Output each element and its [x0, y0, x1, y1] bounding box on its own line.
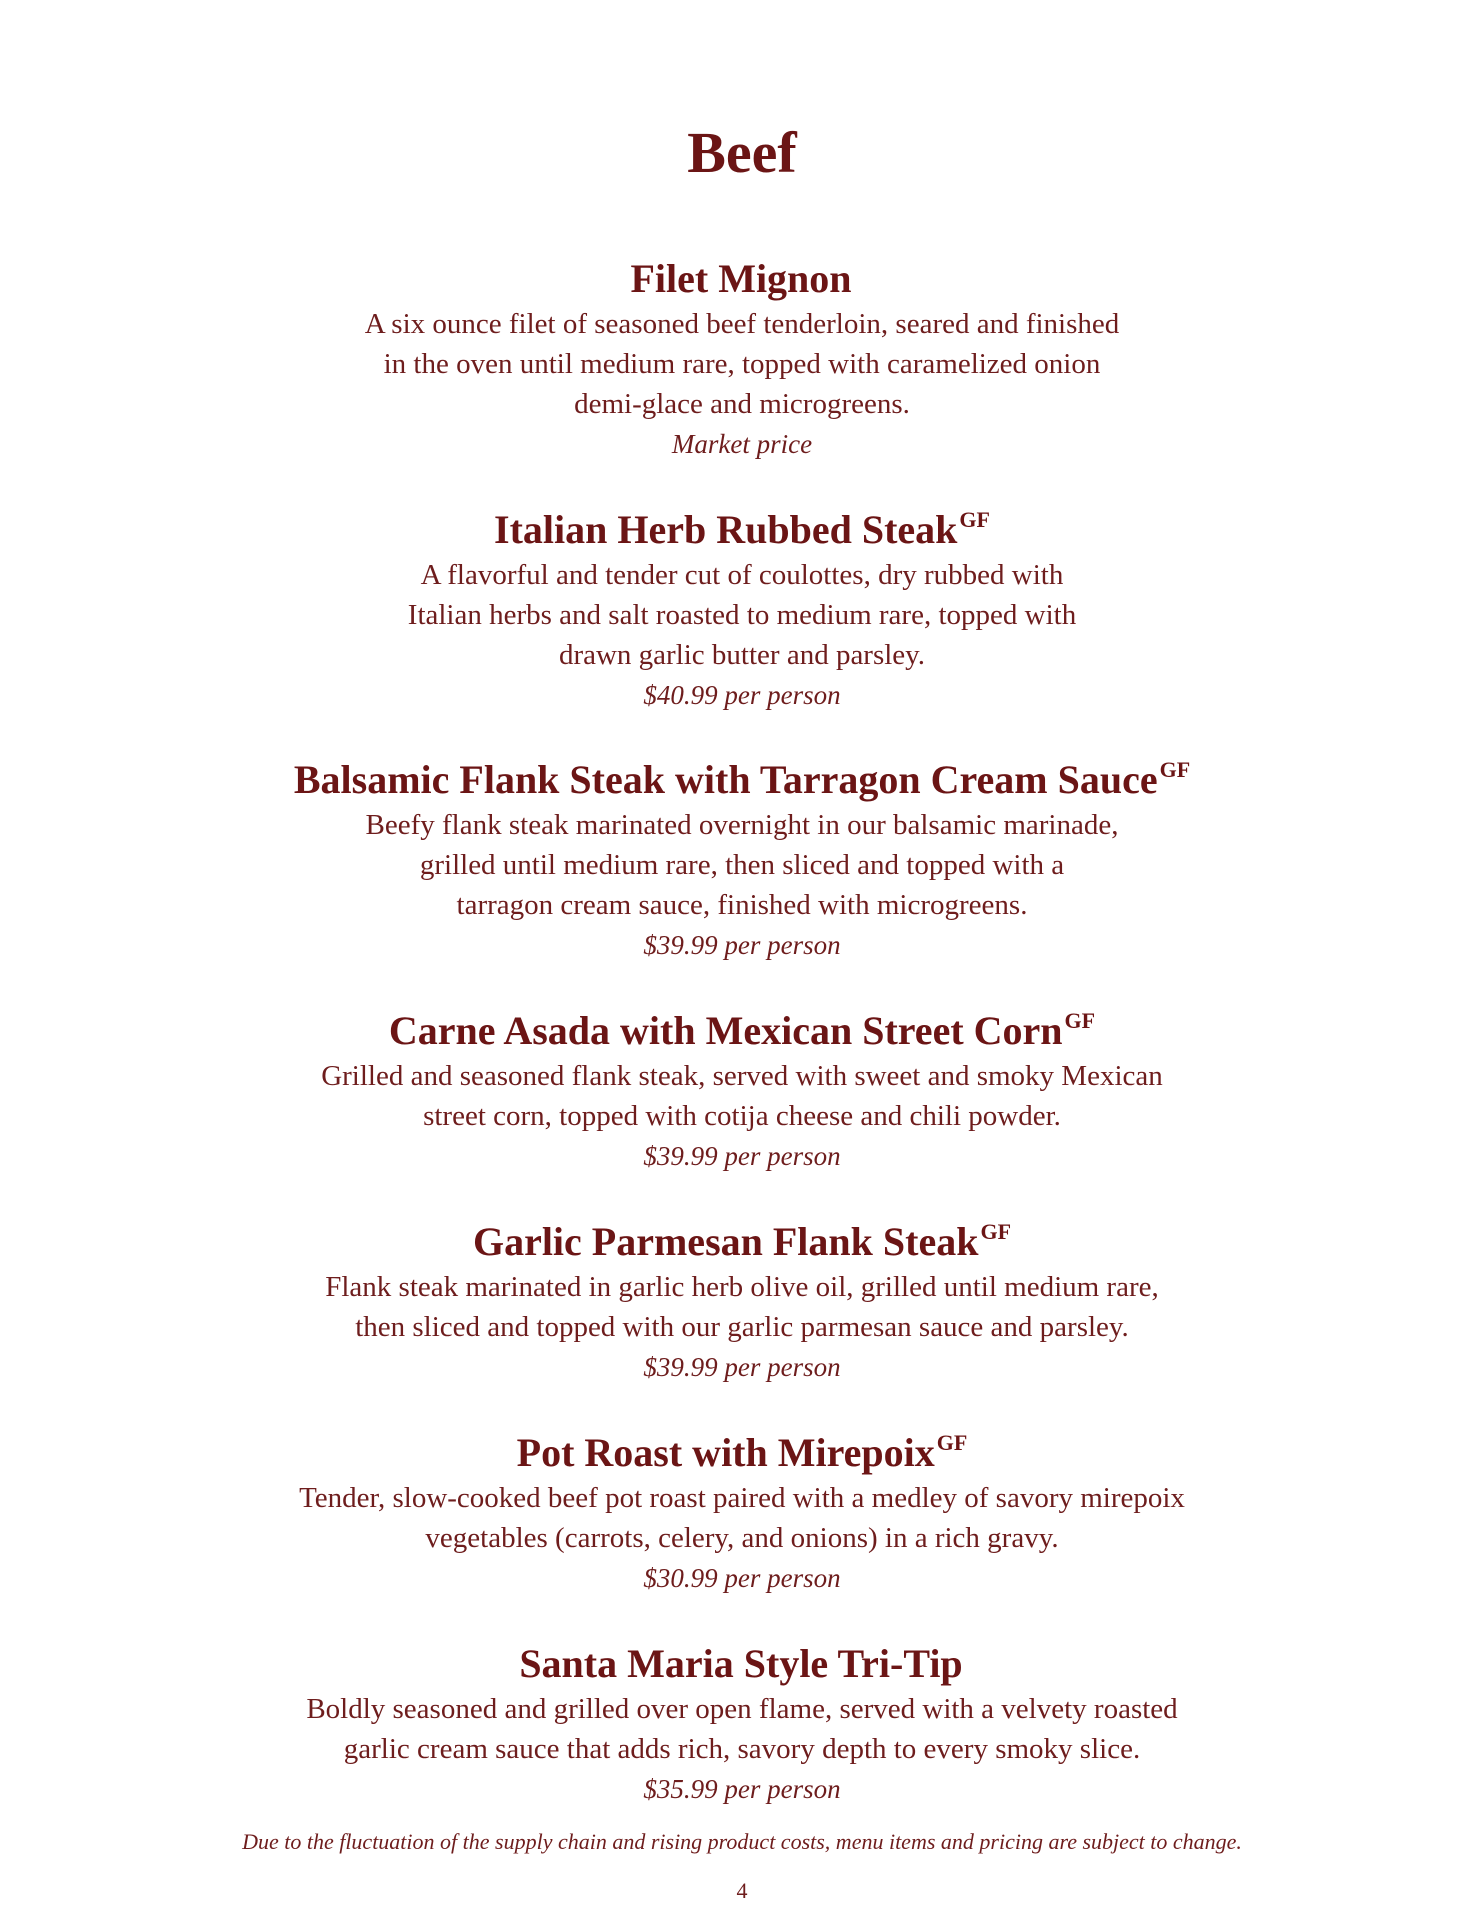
gluten-free-marker: GF: [1159, 757, 1191, 782]
section-title: Beef: [687, 120, 797, 185]
menu-item-pot-roast: [0, 1418, 1484, 1598]
menu-item-carne-asada: [0, 996, 1484, 1176]
menu-item-balsamic-flank-steak: [0, 745, 1484, 965]
item-name: Carne Asada with Mexican Street Corn$^{GF}$: [388, 1008, 1096, 1053]
item-price: $39.99 per person: [643, 1141, 841, 1171]
item-name: Pot Roast with Mirepoix$^{GF}$: [516, 1430, 968, 1475]
item-price: $40.99 per person: [643, 680, 841, 710]
item-name: Garlic Parmesan Flank Steak$^{GF}$: [472, 1219, 1012, 1264]
gluten-free-marker: GF: [980, 1219, 1012, 1244]
menu-item-garlic-parmesan-flank-steak: [0, 1207, 1484, 1387]
menu-item-santa-maria-tri-tip: [0, 1629, 1484, 1809]
gluten-free-marker: GF: [936, 1430, 968, 1455]
menu-item-filet-mignon: [0, 244, 1484, 464]
item-description: Boldly seasoned and grilled over open flame, served with a velvety roasted garlic cream sauce that adds rich, savory depth to every smoky slice.: [306, 1693, 1178, 1765]
item-name: Santa Maria Style Tri-Tip: [519, 1641, 963, 1686]
item-name: Balsamic Flank Steak with Tarragon Cream Sauce$^{GF}$: [293, 757, 1191, 802]
item-description: Beefy flank steak marinated overnight in our balsamic marinade, grilled until medium rare, then sliced and topped with a tarragon cream sauce, finished with microgreens.: [365, 809, 1119, 921]
item-price: $35.99 per person: [643, 1774, 841, 1804]
page-number: 4: [736, 1878, 748, 1903]
gluten-free-marker: GF: [1064, 1008, 1096, 1033]
pricing-disclaimer: Due to the fluctuation of the supply chain and rising product costs, menu items and pricing are subject to change.: [242, 1829, 1242, 1854]
item-price: $39.99 per person: [643, 1352, 841, 1382]
menu-item-italian-herb-rubbed-steak: [0, 495, 1484, 715]
gluten-free-marker: GF: [959, 507, 990, 532]
item-price: $30.99 per person: [643, 1563, 841, 1593]
item-description: Grilled and seasoned flank steak, served with sweet and smoky Mexican street corn, topped with cotija cheese and chili powder.: [321, 1060, 1163, 1132]
item-price: $39.99 per person: [643, 930, 841, 960]
item-price: Market price: [671, 429, 813, 459]
item-description: A flavorful and tender cut of coulottes, dry rubbed with Italian herbs and salt roasted to medium rare, topped with drawn garlic butter and parsley.: [407, 559, 1077, 671]
item-name: Italian Herb Rubbed Steak$^{GF}$: [494, 507, 990, 552]
item-name: Filet Mignon: [630, 256, 852, 301]
item-description: A six ounce filet of seasoned beef tenderloin, seared and finished in the oven until medium rare, topped with caramelized onion demi-glace and microgreens.: [364, 308, 1120, 420]
item-description: Flank steak marinated in garlic herb olive oil, grilled until medium rare, then sliced and topped with our garlic parmesan sauce and parsley.: [325, 1271, 1159, 1343]
item-description: Tender, slow-cooked beef pot roast paired with a medley of savory mirepoix vegetables (carrots, celery, and onions) in a rich gravy.: [299, 1482, 1185, 1554]
